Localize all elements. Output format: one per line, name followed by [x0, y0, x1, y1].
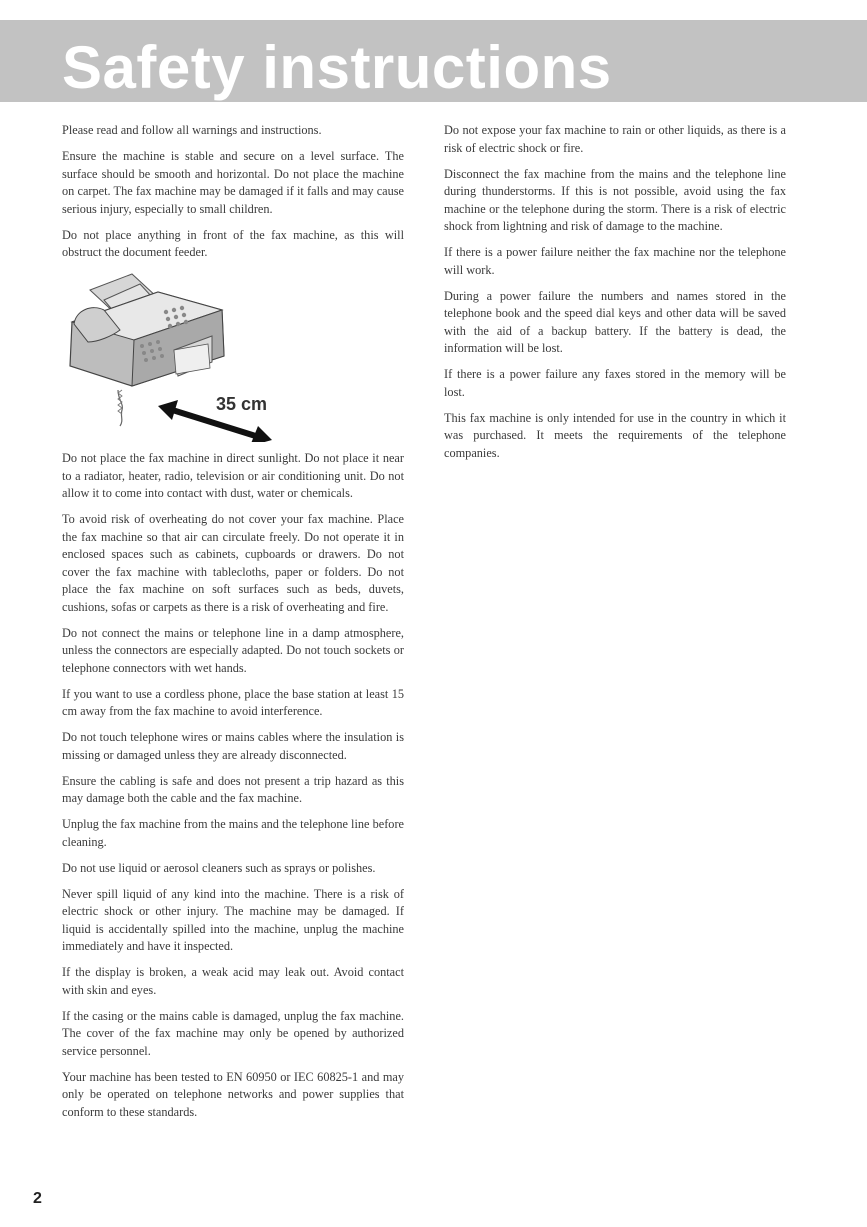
- right-column: [444, 122, 786, 471]
- distance-label: 35 cm: [216, 394, 268, 414]
- fax-machine-illustration: [62, 270, 404, 442]
- paragraph: Do not touch telephone wires or mains cables where the insulation is missing or damaged unless they are already disconnected.: [62, 730, 404, 762]
- paragraph: If there is a power failure any faxes stored in the memory will be lost.: [444, 367, 786, 399]
- paragraph: Ensure the cabling is safe and does not present a trip hazard as this may damage both the cable and the fax machine.: [62, 773, 404, 805]
- paragraph: Ensure the machine is stable and secure on a level surface. The surface should be smooth and horizontal. Do not place the machine on carpet. The fax machine may be damaged if it falls and may cause serious injury, especially to small children.: [62, 149, 404, 216]
- paragraph: If the casing or the mains cable is damaged, unplug the fax machine. The cover of the fax machine may only be opened by authorized service personnel.: [62, 1008, 404, 1058]
- paragraph: If there is a power failure neither the fax machine nor the telephone will work.: [444, 245, 786, 277]
- header-band: [0, 20, 867, 102]
- paragraph: Do not expose your fax machine to rain or other liquids, as there is a risk of electric shock or fire.: [444, 123, 786, 155]
- paragraph: Please read and follow all warnings and instructions.: [62, 123, 322, 137]
- paragraph: Disconnect the fax machine from the mains and the telephone line during thunderstorms. If this is not possible, avoid using the fax machine or the telephone during the storm. There is a risk of electric shock from lightning and risk of damage to the machine.: [444, 166, 786, 233]
- paragraph: If the display is broken, a weak acid may leak out. Avoid contact with skin and eyes.: [62, 965, 404, 997]
- paragraph: Unplug the fax machine from the mains and the telephone line before cleaning.: [62, 817, 404, 849]
- fax-machine-figure: [62, 270, 404, 442]
- paragraph: Do not place the fax machine in direct sunlight. Do not place it near to a radiator, heater, radio, television or air conditioning unit. Do not allow it to come into contact with dust, water or chemicals.: [62, 451, 404, 500]
- paragraph: This fax machine is only intended for use in the country in which it was purchased. It meets the requirements of the telephone companies.: [444, 410, 786, 460]
- paragraph: If you want to use a cordless phone, place the base station at least 15 cm away from the fax machine to avoid interference.: [62, 686, 404, 718]
- paragraph: To avoid risk of overheating do not cover your fax machine. Place the fax machine so that air can circulate freely. Do not operate it in enclosed spaces such as cabinets, cupboards or drawers. Do not cover the fax machine with tablecloths, paper or folders. Do not place the fax machine on soft surfaces such as beds, duvets, cushions, sofas or carpets as there is a risk of overheating and fire.: [62, 512, 404, 614]
- paragraph: Never spill liquid of any kind into the machine. There is a risk of electric shock or other injury. The machine may be damaged. If liquid is accidentally spilled into the machine, unplug the machine immediately and have it inspected.: [62, 886, 404, 953]
- paragraph: Do not use liquid or aerosol cleaners such as sprays or polishes.: [62, 860, 376, 875]
- paragraph: During a power failure the numbers and names stored in the telephone book and the speed dial keys and other data will be saved with the aid of a backup battery. If the battery is dead, the information will be lost.: [444, 288, 786, 355]
- paragraph: Do not connect the mains or telephone line in a damp atmosphere, unless the connectors are especially adapted. Do not touch sockets or telephone connectors with wet hands.: [62, 625, 404, 675]
- paragraph: Your machine has been tested to EN 60950 or IEC 60825-1 and may only be operated on telephone networks and power supplies that conform to these standards.: [62, 1069, 404, 1119]
- paragraph: Do not place anything in front of the fax machine, as this will obstruct the document feeder.: [62, 227, 404, 259]
- page-title: Safety instructions: [62, 34, 612, 101]
- page-number: 2: [33, 1190, 42, 1207]
- left-column: [62, 122, 404, 1130]
